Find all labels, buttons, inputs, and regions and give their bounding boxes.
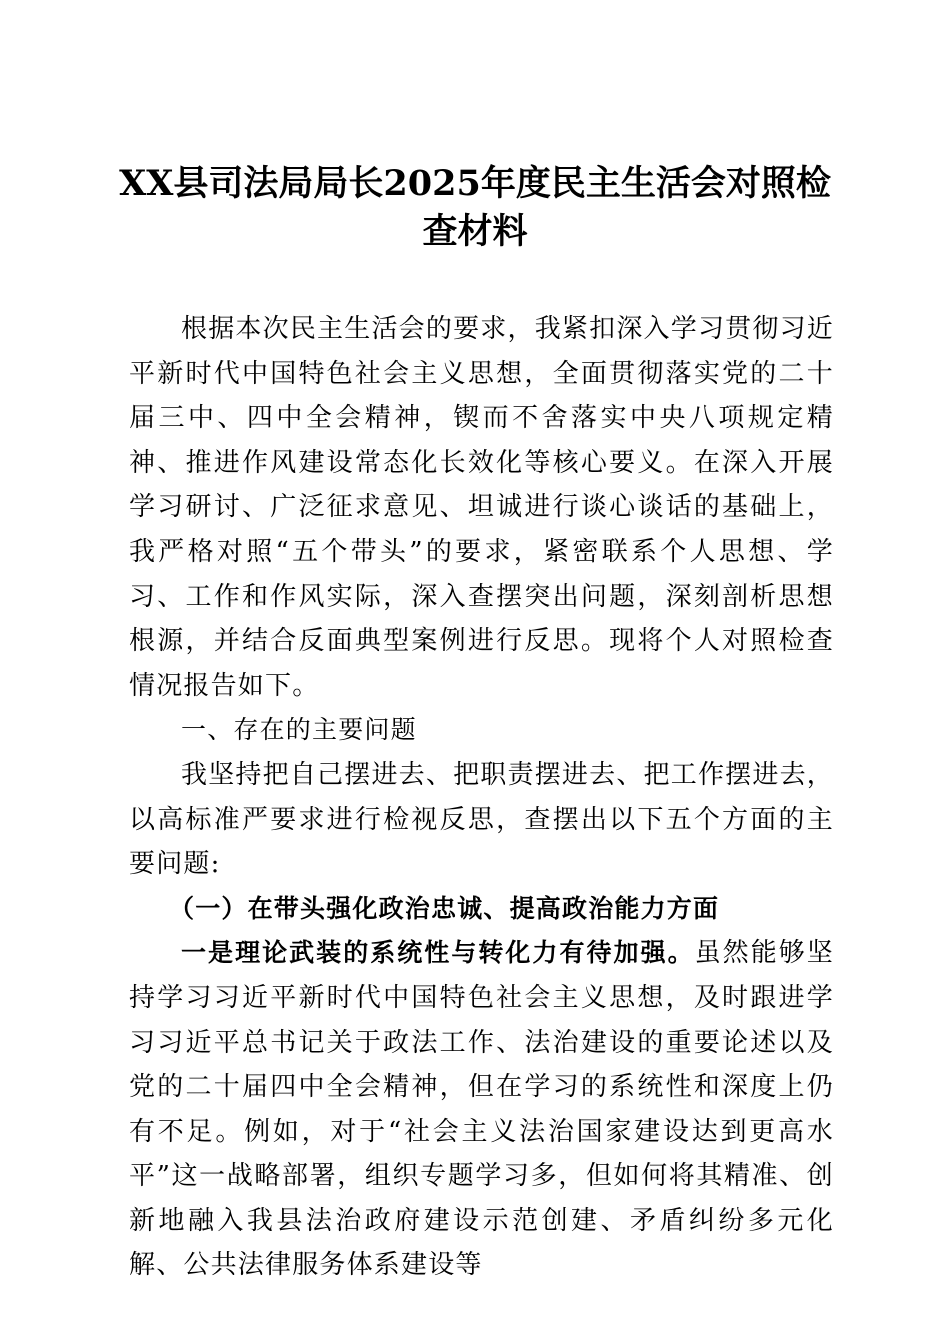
section-heading-problems: 一、存在的主要问题 [181, 715, 417, 745]
point-lead-sentence: 一是理论武装的系统性与转化力有待加强。 [181, 938, 695, 968]
section-intro-paragraph: 我坚持把自己摆进去、把职责摆进去、把工作摆进去，以高标准严要求进行检视反思，查摆出以下五个方面的主要问题: [129, 759, 834, 880]
document-title [100, 160, 850, 256]
title-line-2: 查材料 [422, 211, 528, 252]
document-body [129, 307, 834, 1288]
intro-paragraph: 根据本次民主生活会的要求，我紧扣深入学习贯彻习近平新时代中国特色社会主义思想，全面贯彻落实党的二十届三中、四中全会精神，锲而不舍落实中央八项规定精神、推进作风建设常态化长效化等核心要义。在深入开展学习研讨、广泛征求意见、坦诚进行谈心谈话的基础上，我严格对照“五个带头”的要求，紧密联系个人思想、学习、工作和作风实际，深入查摆突出问题，深刻剖析思想根源，并结合反面典型案例进行反思。现将个人对照检查情况报告如下。 [129, 314, 834, 701]
title-line-1: XX县司法局局长2025年度民主生活会对照检 [119, 163, 831, 204]
point-paragraph-theory [129, 931, 834, 1288]
subsection-heading-political-loyalty: （一）在带头强化政治忠诚、提高政治能力方面 [169, 893, 720, 923]
point-body-text: 虽然能够坚持学习习近平新时代中国特色社会主义思想，及时跟进学习习近平总书记关于政法工作、法治建设的重要论述以及党的二十届四中全会精神，但在学习的系统性和深度上仍有不足。例如，对于“社会主义法治国家建设达到更高水平”这一战略部署，组织专题学习多，但如何将其精准、创新地融入我县法治政府建设示范创建、矛盾纠纷多元化解、公共法律服务体系建设等 [129, 938, 834, 1281]
